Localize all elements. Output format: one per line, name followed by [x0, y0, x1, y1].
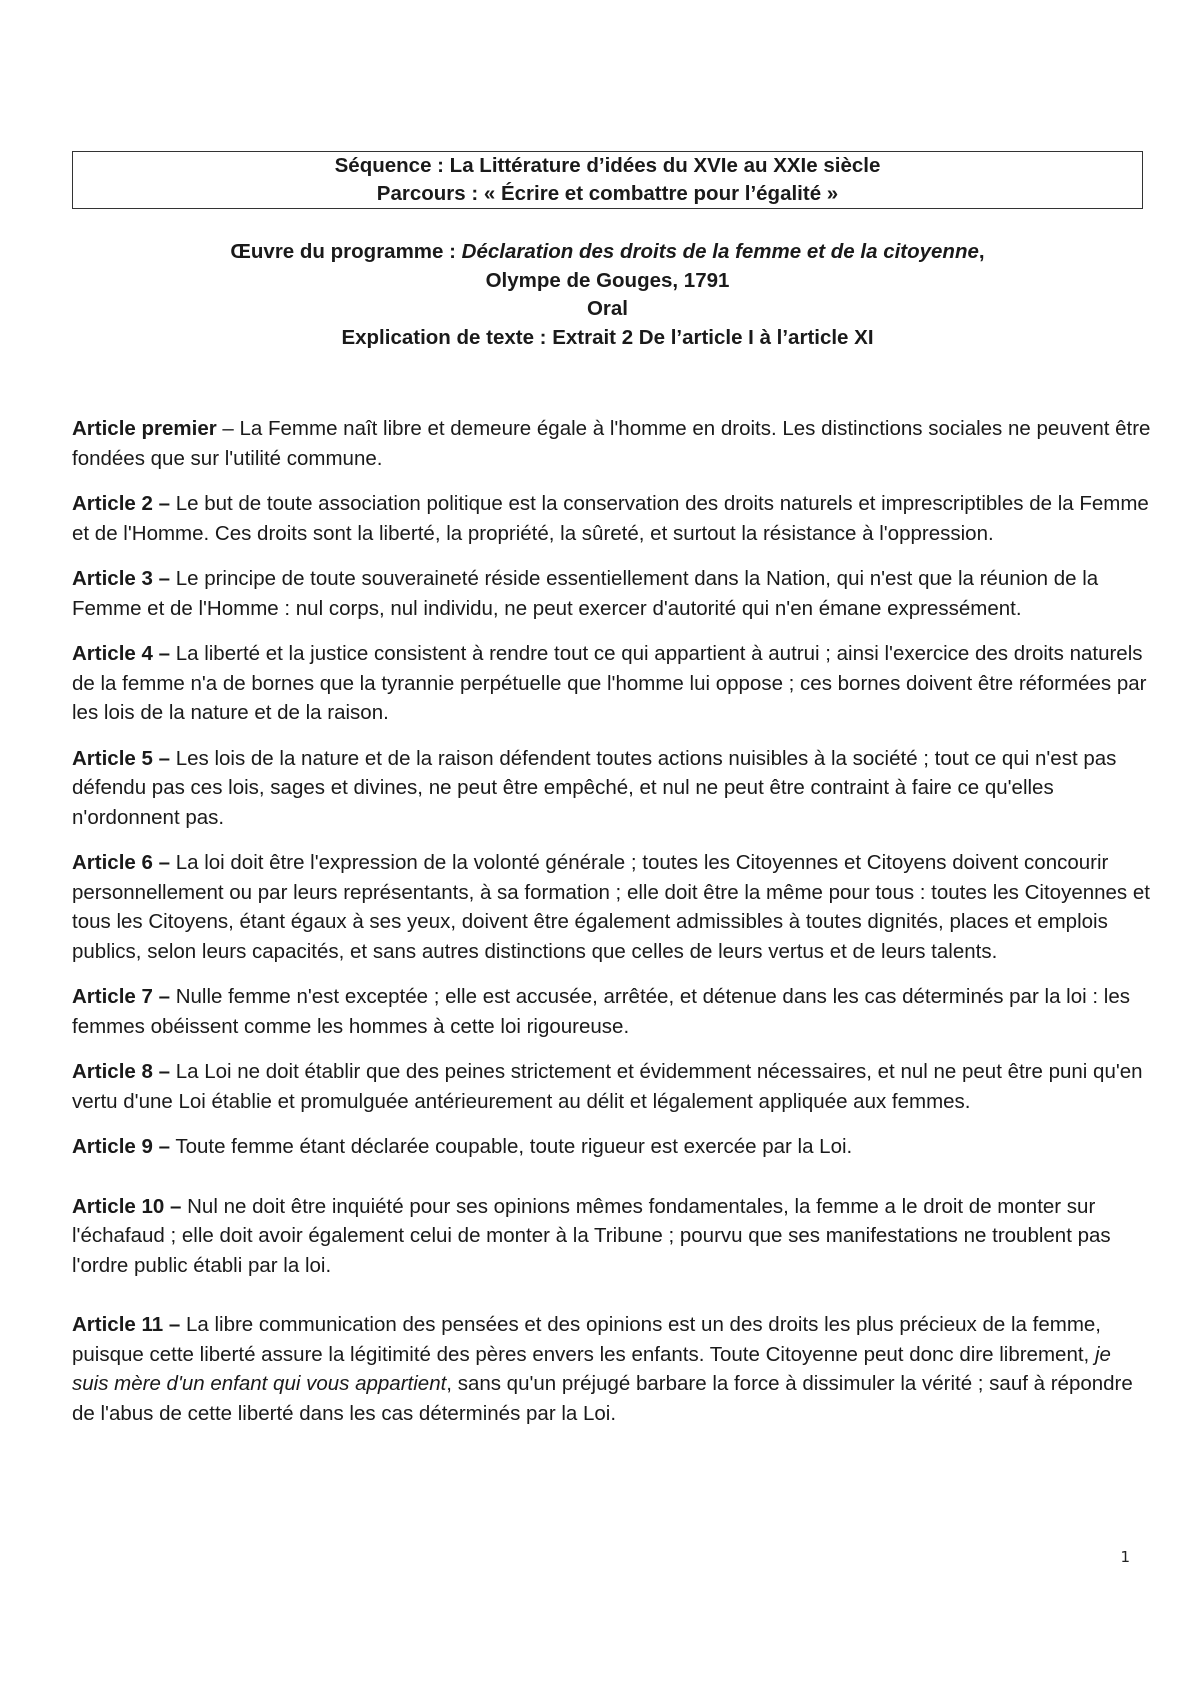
work-info: [72, 238, 1143, 352]
parcours-title: Parcours : « Écrire et combattre pour l’égalité »: [376, 182, 839, 205]
work-title: Déclaration des droits de la femme et de la citoyenne: [461, 240, 979, 263]
page-number: 1: [1120, 1548, 1130, 1566]
article-label: Article 4 –: [72, 642, 170, 665]
article-text: La Femme naît libre et demeure égale à l'homme en droits. Les distinctions sociales ne peuvent être fondées que sur l'utilité commune.: [72, 417, 1151, 470]
article-text: La loi doit être l'expression de la volonté générale ; toutes les Citoyennes et Citoyens doivent concourir personnellement ou par leurs représentants, à sa formation ; elle doit être la même pour tous : toutes les Citoyennes et tous les Citoyens, étant égaux à ses yeux, doivent être également admissibles à toutes dignités, places et emplois publics, selon leurs capacités, et sans autres distinctions que celles de leurs vertus et de leurs talents.: [72, 851, 1150, 963]
article-4: [72, 639, 1152, 728]
article-3: [72, 564, 1152, 623]
article-10: [72, 1192, 1152, 1281]
article-5: [72, 744, 1152, 833]
article-8: [72, 1057, 1152, 1116]
article-quote: je suis mère d'un enfant qui vous appartient: [72, 1342, 1111, 1395]
article-label: Article 6 –: [72, 851, 170, 874]
article-1: [72, 414, 1152, 473]
exercise-title: Explication de texte : Extrait 2 De l’article I à l’article XI: [341, 325, 874, 349]
article-text: Le but de toute association politique est la conservation des droits naturels et imprescriptibles de la Femme et de l'Homme. Ces droits sont la liberté, la propriété, la sûreté, et surtout la résistance à l'oppression.: [72, 492, 1149, 545]
work-author: Olympe de Gouges, 1791: [485, 268, 730, 292]
article-label: Article premier: [72, 417, 217, 440]
article-text: Nul ne doit être inquiété pour ses opinions mêmes fondamentales, la femme a le droit de monter sur l'échafaud ; elle doit avoir également celui de monter à la Tribune ; pourvu que ses manifestations ne troublent pas l'ordre public établi par la loi.: [72, 1194, 1111, 1277]
article-text: La libre communication des pensées et des opinions est un des droits les plus précieux de la femme, puisque cette liberté assure la légitimité des pères envers les enfants. Toute Citoyenne peut donc dire librement,: [72, 1313, 1102, 1366]
article-text: Nulle femme n'est exceptée ; elle est accusée, arrêtée, et détenue dans les cas déterminés par la loi : les femmes obéissent comme les hommes à cette loi rigoureuse.: [72, 985, 1130, 1038]
article-separator: –: [216, 417, 240, 440]
article-7: [72, 982, 1152, 1041]
work-title-suffix: ,: [978, 240, 985, 263]
article-6: [72, 848, 1152, 966]
article-label: Article 10 –: [72, 1194, 182, 1218]
article-text: Le principe de toute souveraineté réside essentiellement dans la Nation, qui n'est que la réunion de la Femme et de l'Homme : nul corps, nul individu, ne peut exercer d'autorité qui n'en émane expressément.: [72, 567, 1099, 620]
articles-list: [72, 414, 1152, 1428]
article-label: Article 5 –: [72, 746, 170, 770]
article-label: Article 7 –: [72, 985, 170, 1008]
article-label: Article 9 –: [72, 1135, 170, 1158]
article-label: Article 8 –: [72, 1060, 170, 1083]
article-text: Les lois de la nature et de la raison défendent toutes actions nuisibles à la société ; tout ce qui n'est pas défendu pas ces lois, sages et divines, ne peut être empêché, et nul ne peut être contraint à faire ce qu'elles n'ordonnent pas.: [72, 746, 1117, 829]
article-2: [72, 489, 1152, 548]
article-label: Article 11 –: [72, 1313, 181, 1336]
article-label: Article 2 –: [72, 492, 170, 515]
article-text-end: , sans qu'un préjugé barbare la force à dissimuler la vérité ; sauf à répondre de l'abus de cette liberté dans les cas déterminés par la Loi.: [72, 1372, 1133, 1425]
article-text: La Loi ne doit établir que des peines strictement et évidemment nécessaires, et nul ne peut être puni qu'en vertu d'une Loi établie et promulguée antérieurement au délit et légalement appliquée aux femmes.: [72, 1060, 1143, 1113]
sequence-header-box: [72, 151, 1143, 209]
article-text: La liberté et la justice consistent à rendre tout ce qui appartient à autrui ; ainsi l'exercice des droits naturels de la femme n'a de bornes que la tyrannie perpétuelle que l'homme lui oppose ; ces bornes doivent être réformées par les lois de la nature et de la raison.: [72, 642, 1147, 724]
work-line: [72, 238, 1143, 267]
sequence-title: Séquence : La Littérature d’idées du XVIe au XXIe siècle: [334, 154, 881, 177]
article-11: [72, 1310, 1152, 1428]
work-prefix: Œuvre du programme :: [230, 240, 462, 263]
article-9: [72, 1132, 1152, 1162]
article-text: Toute femme étant déclarée coupable, toute rigueur est exercée par la Loi.: [175, 1135, 853, 1158]
exam-type: Oral: [586, 297, 629, 320]
article-label: Article 3 –: [72, 567, 170, 590]
